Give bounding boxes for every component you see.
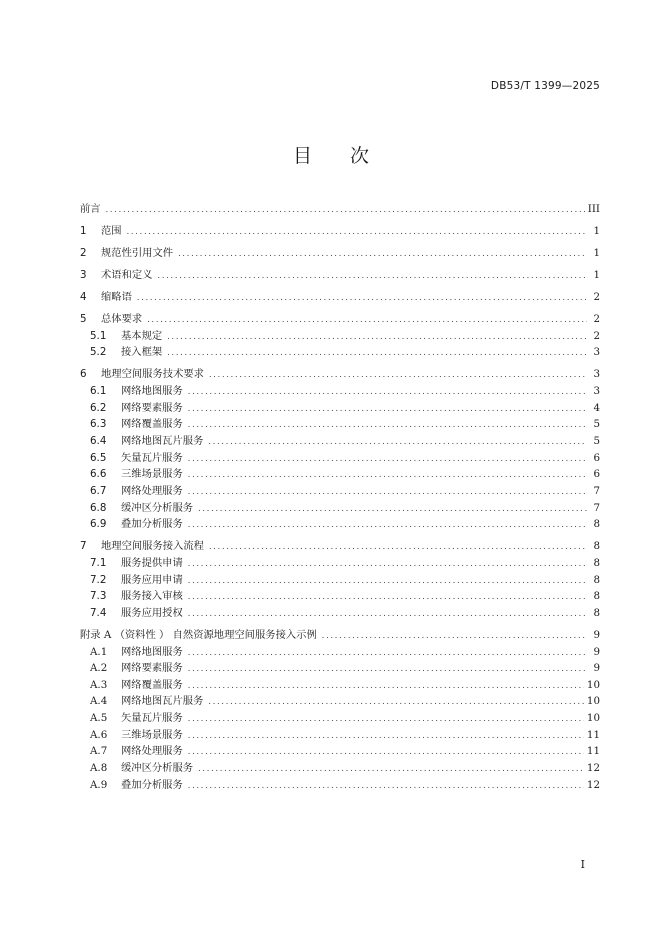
toc-entry[interactable] xyxy=(80,627,600,644)
toc-leader-dots xyxy=(147,312,587,329)
toc-entry-label: 附录 A （资料性 ） 自然资源地理空间服务接入示例 xyxy=(80,628,317,641)
toc-entry-number: 5.2 xyxy=(90,346,107,359)
toc-entry-number: 6.5 xyxy=(90,451,107,464)
toc-entry-page: 10 xyxy=(586,712,600,725)
toc-entry-number: 7.3 xyxy=(90,590,107,603)
toc-leader-dots xyxy=(188,484,587,501)
toc-entry-number: 6.8 xyxy=(90,501,107,514)
toc-entry-number: A.6 xyxy=(90,728,108,741)
toc-entry-label: 矢量瓦片服务 xyxy=(121,712,183,725)
toc-leader-dots xyxy=(198,761,584,778)
toc-leader-dots xyxy=(157,268,587,285)
toc-entry[interactable] xyxy=(80,483,600,500)
toc-entry-page: 1 xyxy=(593,225,600,238)
toc-entry[interactable] xyxy=(80,710,600,727)
toc-entry-label: 网络地图瓦片服务 xyxy=(121,695,204,708)
toc-entry-label: 网络处理服务 xyxy=(121,484,183,497)
toc-entry[interactable] xyxy=(80,727,600,744)
toc-entry-number: A.8 xyxy=(90,761,108,774)
toc-leader-dots xyxy=(188,517,587,534)
toc-leader-dots xyxy=(188,417,587,434)
toc-entry[interactable] xyxy=(80,677,600,694)
toc-entry-number: 6.4 xyxy=(90,435,107,448)
toc-entry-page: 10 xyxy=(586,678,600,691)
toc-entry-label: 网络处理服务 xyxy=(121,745,183,758)
toc-entry[interactable] xyxy=(80,572,600,589)
toc-entry[interactable] xyxy=(80,555,600,572)
toc-entry-label: 地理空间服务接入流程 xyxy=(101,540,204,553)
toc-leader-dots xyxy=(188,384,587,401)
toc-entry-number: A.9 xyxy=(90,778,108,791)
toc-leader-dots xyxy=(178,246,587,263)
toc-leader-dots xyxy=(209,367,587,384)
toc-entry-number: 2 xyxy=(80,247,87,260)
toc-entry[interactable] xyxy=(80,588,600,605)
toc-entry[interactable] xyxy=(80,450,600,467)
toc-leader-dots xyxy=(188,711,584,728)
toc-entry-label: 缩略语 xyxy=(101,291,132,304)
toc-entry[interactable] xyxy=(80,311,600,328)
toc-leader-dots xyxy=(198,501,587,518)
toc-entry-number: 7.1 xyxy=(90,556,107,569)
toc-leader-dots xyxy=(188,728,584,745)
toc-entry-number: A.4 xyxy=(90,695,108,708)
toc-entry-label: 矢量瓦片服务 xyxy=(121,451,183,464)
toc-entry-label: 接入框架 xyxy=(121,346,163,359)
toc-entry-label: 网络覆盖服务 xyxy=(121,678,183,691)
toc-entry-label: 前言 xyxy=(80,203,101,215)
toc-entry-number: 7.2 xyxy=(90,573,107,586)
toc-entry-number: 5 xyxy=(80,313,87,326)
toc-entry[interactable] xyxy=(80,383,600,400)
toc-entry-page: 8 xyxy=(593,606,600,619)
toc-entry[interactable] xyxy=(80,433,600,450)
toc-entry-page: 12 xyxy=(586,778,600,791)
toc-leader-dots xyxy=(188,451,587,468)
toc-entry-label: 网络地图瓦片服务 xyxy=(121,435,204,448)
toc-entry-page: 10 xyxy=(586,695,600,708)
toc-entry-number: 7.4 xyxy=(90,606,107,619)
toc-leader-dots xyxy=(188,606,587,623)
toc-entry-number: 1 xyxy=(80,225,87,238)
title-char-1: 目 xyxy=(292,145,312,167)
toc-entry-page: 9 xyxy=(593,662,600,675)
toc-entry-page: 9 xyxy=(593,645,600,658)
toc-leader-dots xyxy=(127,224,587,241)
toc-entry-number: 6.6 xyxy=(90,468,107,481)
toc-entry-label: 网络地图服务 xyxy=(121,385,183,398)
toc-entry[interactable] xyxy=(80,245,600,262)
toc-entry-number: 6.9 xyxy=(90,518,107,531)
toc-entry[interactable] xyxy=(80,743,600,760)
toc-leader-dots xyxy=(167,329,587,346)
toc-entry-number: 7 xyxy=(80,540,87,553)
toc-leader-dots xyxy=(209,539,587,556)
toc-entry-label: 规范性引用文件 xyxy=(101,247,174,260)
page-title xyxy=(0,141,662,168)
title-char-2: 次 xyxy=(350,145,370,167)
toc-entry[interactable] xyxy=(80,644,600,661)
toc-entry-page: 6 xyxy=(593,451,600,464)
toc-entry-number: 6 xyxy=(80,368,87,381)
toc-entry[interactable] xyxy=(80,344,600,361)
page-number: I xyxy=(580,858,585,871)
toc-entry-page: 8 xyxy=(593,556,600,569)
toc-leader-dots xyxy=(188,678,584,695)
toc-entry-page: 8 xyxy=(593,590,600,603)
toc-entry-label: 服务接入审核 xyxy=(121,590,183,603)
toc-entry-label: 叠加分析服务 xyxy=(121,518,183,531)
toc-leader-dots xyxy=(322,628,587,645)
toc-entry[interactable] xyxy=(80,466,600,483)
toc-entry-page: 1 xyxy=(593,269,600,282)
toc-entry-page: 5 xyxy=(593,435,600,448)
toc-entry-label: 术语和定义 xyxy=(101,269,153,282)
toc-entry-page: 7 xyxy=(593,501,600,514)
toc-entry[interactable] xyxy=(80,201,600,218)
toc-entry-number: 5.1 xyxy=(90,329,107,342)
toc-entry-page: 1 xyxy=(593,247,600,260)
toc-entry[interactable] xyxy=(80,660,600,677)
toc-entry-page: III xyxy=(587,203,600,215)
toc-entry[interactable] xyxy=(80,267,600,284)
toc-leader-dots xyxy=(188,645,587,662)
toc-entry-page: 12 xyxy=(586,761,600,774)
toc-entry-number: 6.7 xyxy=(90,484,107,497)
toc-entry[interactable] xyxy=(80,605,600,622)
toc-entry[interactable] xyxy=(80,289,600,306)
toc-entry-number: A.3 xyxy=(90,678,108,691)
toc-entry-label: 缓冲区分析服务 xyxy=(121,761,194,774)
toc-leader-dots xyxy=(188,744,584,761)
toc-entry[interactable] xyxy=(80,777,600,794)
toc-entry-page: 2 xyxy=(593,329,600,342)
toc-entry-page: 3 xyxy=(593,346,600,359)
toc-leader-dots xyxy=(188,589,587,606)
toc-entry-label: 网络要素服务 xyxy=(121,662,183,675)
toc-entry[interactable] xyxy=(80,223,600,240)
toc-entry-label: 网络覆盖服务 xyxy=(121,418,183,431)
toc-entry-label: 叠加分析服务 xyxy=(121,778,183,791)
toc-entry[interactable] xyxy=(80,400,600,417)
toc-entry-label: 三维场景服务 xyxy=(121,728,183,741)
toc-entry[interactable] xyxy=(80,516,600,533)
toc-entry-number: 6.1 xyxy=(90,385,107,398)
toc-leader-dots xyxy=(188,661,587,678)
toc-entry-label: 网络地图服务 xyxy=(121,645,183,658)
toc-entry-page: 2 xyxy=(593,313,600,326)
toc-leader-dots xyxy=(106,202,585,219)
toc-leader-dots xyxy=(208,694,584,711)
toc-entry-page: 9 xyxy=(593,628,600,641)
toc-leader-dots xyxy=(208,434,587,451)
toc-entry-number: 4 xyxy=(80,291,87,304)
document-code: DB53/T 1399—2025 xyxy=(490,80,600,92)
toc-entry-page: 6 xyxy=(593,468,600,481)
toc-entry[interactable] xyxy=(80,538,600,555)
toc-entry-number: A.7 xyxy=(90,745,108,758)
toc-entry-label: 网络要素服务 xyxy=(121,401,183,414)
toc-leader-dots xyxy=(188,467,587,484)
toc-entry-page: 3 xyxy=(593,385,600,398)
toc-entry-page: 11 xyxy=(586,745,600,758)
toc-leader-dots xyxy=(137,290,587,307)
toc-entry-number: 3 xyxy=(80,269,87,282)
toc-leader-dots xyxy=(167,345,587,362)
toc-entry-page: 2 xyxy=(593,291,600,304)
toc-entry-label: 服务提供申请 xyxy=(121,556,183,569)
toc-entry-number: 6.2 xyxy=(90,401,107,414)
toc-entry-number: A.2 xyxy=(90,662,108,675)
toc-entry-number: A.1 xyxy=(90,645,108,658)
toc-entry-label: 服务应用申请 xyxy=(121,573,183,586)
toc-entry-label: 缓冲区分析服务 xyxy=(121,501,194,514)
toc-entry-page: 8 xyxy=(593,573,600,586)
toc-entry-label: 地理空间服务技术要求 xyxy=(101,368,204,381)
toc-leader-dots xyxy=(188,573,587,590)
toc-entry[interactable] xyxy=(80,500,600,517)
toc-entry[interactable] xyxy=(80,416,600,433)
toc-entry-number: 6.3 xyxy=(90,418,107,431)
toc-entry-page: 7 xyxy=(593,484,600,497)
toc-leader-dots xyxy=(188,778,584,795)
toc-entry-label: 三维场景服务 xyxy=(121,468,183,481)
toc-leader-dots xyxy=(188,401,587,418)
toc-entry-page: 11 xyxy=(586,728,600,741)
toc-leader-dots xyxy=(188,556,587,573)
toc-entry[interactable] xyxy=(80,328,600,345)
toc-entry-page: 4 xyxy=(593,401,600,414)
toc-entry-label: 范围 xyxy=(101,225,122,238)
toc-entry-page: 3 xyxy=(593,368,600,381)
table-of-contents xyxy=(80,201,600,793)
toc-entry-label: 总体要求 xyxy=(101,313,143,326)
toc-entry-page: 8 xyxy=(593,518,600,531)
toc-entry-label: 基本规定 xyxy=(121,329,163,342)
toc-entry[interactable] xyxy=(80,366,600,383)
toc-entry-number: A.5 xyxy=(90,712,108,725)
toc-entry-page: 8 xyxy=(593,540,600,553)
toc-entry[interactable] xyxy=(80,760,600,777)
toc-entry[interactable] xyxy=(80,693,600,710)
toc-entry-page: 5 xyxy=(593,418,600,431)
toc-entry-label: 服务应用授权 xyxy=(121,606,183,619)
